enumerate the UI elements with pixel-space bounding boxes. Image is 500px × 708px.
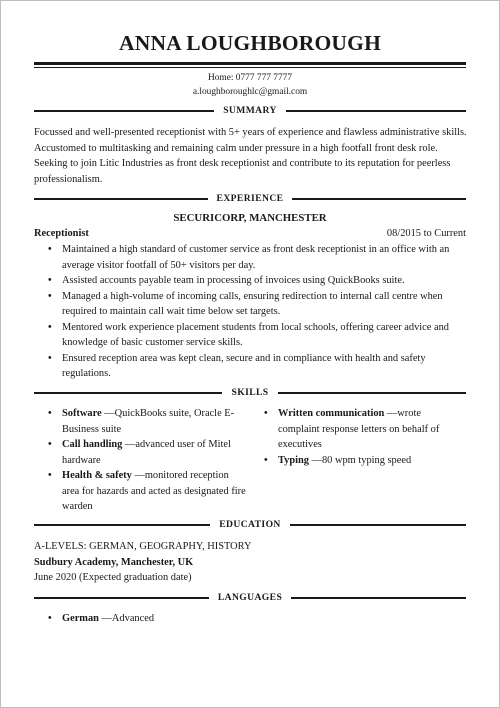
section-rule: [34, 524, 210, 525]
responsibilities-list: [34, 242, 471, 382]
job-dates: 08/2015 to Current: [386, 228, 466, 239]
list-item: • Mentored work experience placement students from local schools, offering career advice and knowledge of basic customer service skills.: [34, 320, 471, 351]
skill-description: —monitored reception area for hazards and acted as designated fire warden: [62, 470, 246, 512]
skills-heading: [34, 386, 466, 400]
section-title: LANGUAGES: [217, 592, 283, 603]
contact-info: [1, 72, 499, 99]
skill-description: —wrote complaint response letters on behalf of executives: [278, 408, 440, 450]
section-title: EXPERIENCE: [216, 193, 284, 204]
header-divider-thin: [34, 67, 466, 68]
list-item: • Ensured reception area was kept clean, secure and in compliance with health and safety regulations.: [34, 351, 471, 382]
skills-list-right: [250, 406, 446, 468]
skill-item: [250, 406, 446, 453]
skill-name: Call handling: [62, 439, 123, 450]
section-title: EDUCATION: [219, 519, 281, 530]
skill-description: —QuickBooks suite, Oracle E-Business suite: [62, 408, 235, 435]
section-rule: [34, 392, 222, 393]
skill-name: Written communication: [278, 408, 385, 419]
candidate-name: ANNA LOUGHBOROUGH: [118, 31, 382, 55]
list-item: • Assisted accounts payable team in processing of invoices using QuickBooks suite.: [34, 273, 471, 289]
education-heading: [34, 518, 466, 532]
section-rule: [286, 110, 466, 111]
job-title: Receptionist: [34, 228, 89, 239]
language-name: German: [62, 613, 99, 624]
section-rule: [291, 597, 466, 598]
job-header: [34, 226, 466, 242]
section-rule: [292, 198, 466, 199]
skill-item: [34, 406, 246, 437]
skill-item: [34, 468, 246, 515]
skill-item: [250, 453, 446, 469]
skill-description: —advanced user of Mitel hardware: [62, 439, 231, 466]
skill-description: —80 wpm typing speed: [309, 454, 412, 466]
list-item: • Managed a high-volume of incoming calls, ensuring redirection to internal call centre when required to maintain call wait time below set targets.: [34, 289, 471, 320]
skill-name: Software: [62, 408, 102, 419]
summary-heading: [34, 104, 466, 118]
language-level: —Advanced: [98, 613, 155, 624]
languages-heading: [34, 591, 466, 605]
education-entry: [34, 539, 466, 586]
experience-heading: [34, 192, 466, 206]
skill-item: [34, 437, 246, 468]
section-title: SKILLS: [231, 387, 269, 398]
employer-name: SECURICORP, MANCHESTER: [173, 212, 327, 224]
skill-name: Typing: [278, 454, 309, 466]
summary-text: Focussed and well-presented receptionist with 5+ years of experience and flawless administrative skills. Accustomed to multitasking and remaining calm under pressure in a high footfall front desk role. Seeking to join Litic Industries as front desk receptionist and contribute to its reputation for peerless professionalism.: [34, 127, 467, 185]
section-rule: [34, 597, 209, 598]
graduation-date: June 2020 (Expected graduation date): [34, 572, 192, 583]
skill-name: Health & safety: [62, 470, 132, 481]
section-rule: [278, 392, 466, 393]
section-title: SUMMARY: [223, 105, 277, 116]
phone-number: Home: 0777 777 7777: [207, 73, 293, 83]
header-divider-thick: [34, 62, 466, 65]
email-address: a.loughboroughlc@gmail.com: [192, 86, 308, 97]
list-item: • Maintained a high standard of customer service as front desk receptionist in an office with an average visitor footfall of 50+ visitors per day.: [34, 242, 471, 273]
section-rule: [290, 524, 466, 525]
skills-list-left: [34, 406, 246, 515]
section-rule: [34, 110, 214, 111]
education-subjects: A-LEVELS: GERMAN, GEOGRAPHY, HISTORY: [34, 541, 252, 552]
languages-list: [34, 611, 466, 627]
section-rule: [34, 198, 208, 199]
language-item: [34, 611, 466, 627]
school-name: Sudbury Academy, Manchester, UK: [34, 556, 194, 568]
